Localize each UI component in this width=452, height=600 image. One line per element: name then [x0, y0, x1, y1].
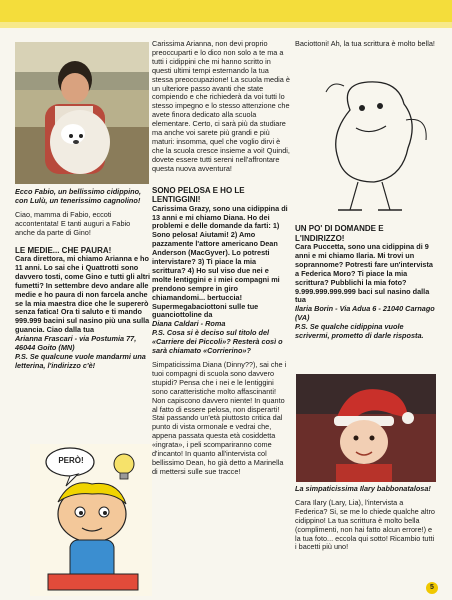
doodle-drawing [310, 70, 434, 220]
column-3-bottom [295, 485, 435, 552]
reply-baciottoni: Baciottoni! Ah, la tua scrittura è molto bella! [295, 39, 435, 48]
signature-arianna: Arianna Frascari - via Postumia 77, 46044 Goito (MN) [15, 334, 137, 353]
reply-to-ilaria: Cara Ilary (Lary, Lia), l'intervista a Federica? Si, se me lo chiede qualche altro cidippino! La tua scrittura è molto bella (complimenti, non hai fatto alcun errore!) e la tua foto... eccola qui sotto! Ricambio tutti i bacetti più uno! [295, 497, 435, 552]
photo-ilary-image [296, 374, 436, 482]
letter-title-pelosa: SONO PELOSA E HO LE LENTIGGINI! [152, 185, 245, 205]
column-2 [152, 40, 290, 477]
letter-arianna: Cara direttora, mi chiamo Arianna e ho 11 anni. Lo sai che i Quattrotti sono davvero tosti, come Gino e tutti gli altri fumetti? In settembre devo andare alle medie e ho paura di non farcela anche se la mia maestra dice che le supererò senza fatica! Ora ti saluto e ti mando 999.999 bacini sul nasino più una sulla guancia. Ciao dalla tua [15, 254, 151, 335]
column-3 [295, 224, 435, 341]
ps-ilaria: P.S. Se qualche cidippina vuole scrivermi, prometto di darle risposta. [295, 322, 424, 341]
photo-fabio [15, 42, 149, 184]
top-color-band [0, 0, 452, 22]
page-number: 5 [426, 582, 438, 594]
ilary-photo-caption: La simpaticissima Ilary babbonatalosa! [295, 484, 431, 493]
column-1 [15, 188, 151, 371]
letter-title-medie: LE MEDIE... CHE PAURA! [15, 245, 112, 255]
letter-ilaria: Cara Puccetta, sono una cidippina di 9 anni e mi chiamo Ilaria. Mi trovi un soprannome? Potresti fare un'intervista a Federica Moro? Ti piace la mia scrittura? Pubblichi la mia foto? 9.999.999.999.999 baci sul nasino dalla tua [295, 242, 433, 305]
reply-to-arianna: Carissima Arianna, non devi proprio preoccuparti e lo dico non solo a te ma a tutti i cidippini che mi hanno scritto in questi ultimi tempi esternando la tua stessa preoccupazione! La scuola media è un ulteriore passo avanti che state compiendo e che richiederà da voi tutti lo stesso impegno e lo stesso attenzione che avete finora dedicato alla scuola elementare. Certo, ci sarà più da studiare ma anche voi sarete più grandi e più maturi: insomma, quel che voglio dirvi è che la scuola cresce insieme a voi! Quindi, dovete essere tutti sereni nell'affrontare questa nuova avventura! [152, 39, 290, 173]
ps-arianna: P.S. Se qualcune vuole mandarmi una letterina, l'indirizzo c'è! [15, 352, 146, 370]
signature-ilaria: Ilaria Borin - Via Adua 6 - 21040 Carnago (VA) [295, 304, 435, 323]
reply-to-diana: Simpaticissima Diana (Dinny??), sai che i tuoi compagni di scuola sono davvero stupidi? Pensa che i nei e le lentiggini sono caratteristiche molto affascinanti! Non capiscono davvero niente! In quanto al fatto di essere pelosa, non disperarti! Stai passando un'età piuttosto critica dal punto di vista ormonale e vedrai che, appena passata questa età cosiddetta «ingrata», i peli scompariranno come d'incanto! In quanto all'intervista col bellissimo Dean, ho già detto a Marinella di mettersi sulle sue tracce! [152, 360, 287, 476]
top-color-band-fade [0, 22, 452, 28]
photo-fabio-image [15, 42, 149, 184]
ps-diana: P.S. Cosa si è deciso sul titolo del «Carriere dei Piccoli»? Resterà così o sarà chiamato «Corrierino»? [152, 328, 283, 356]
reply-to-fabio-mother: Ciao, mamma di Fabio, eccoti accontentata! E tanti auguri a Fabio anche da parte di Gino! [15, 209, 131, 237]
column-3-top [295, 40, 435, 49]
fabio-photo-caption: Ecco Fabio, un bellissimo cidippino, con Lulù, un tenerissimo cagnolino! [15, 187, 142, 205]
cartoon-girl-image [30, 444, 152, 596]
photo-ilary [296, 374, 436, 482]
signature-diana: Diana Caldari - Roma [152, 319, 226, 329]
cartoon-speech-text: PERÒ! [58, 456, 84, 465]
cartoon-girl-illustration [30, 444, 152, 596]
doodle-character-image [310, 70, 434, 220]
letter-title-domande: UN PO' DI DOMANDE E L'INDIRIZZO! [295, 224, 384, 243]
letter-diana: Carissima Grazy, sono una cidippina di 13 anni e mi chiamo Diana. Ho dei problemi e delle domande da farti: 1) Sono pelosa! Aiutami! 2) Amo pazzamente l'attore americano Dean Anderson (MacGyver). Lo potresti intervistare? 3) Ti piace la mia scrittura? 4) Ho sul viso due nei e molte lentiggini e i miei compagni mi prendono sempre in giro chiamandomi... bertuccia! Supermegabaciottoni sulle tue guanciottoline da [152, 203, 288, 320]
